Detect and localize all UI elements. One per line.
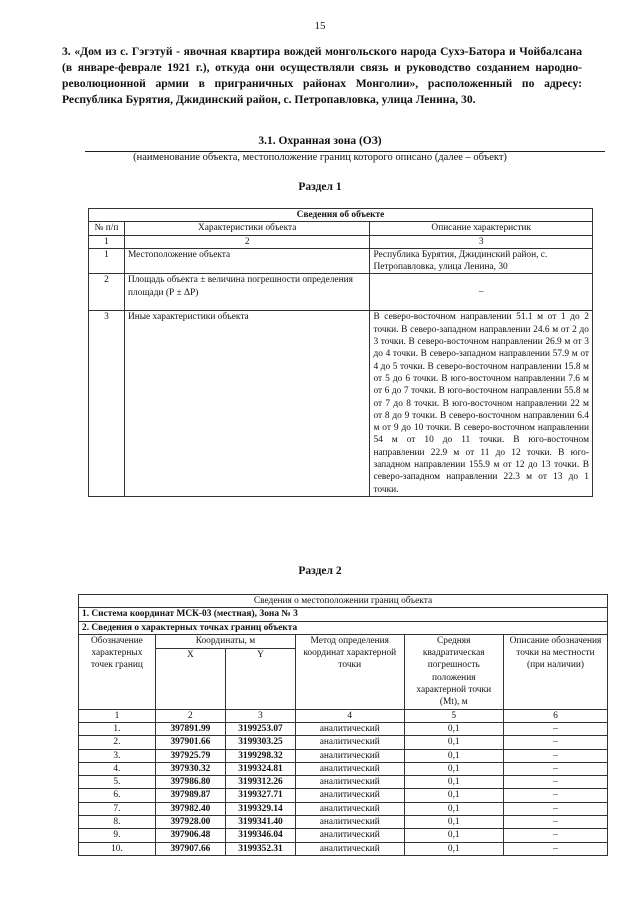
coord-x: 397986.80 [155,776,225,789]
boundary-table-title: Сведения о местоположении границ объекта [79,595,608,608]
index-cell: 1 [79,709,156,722]
error: 0,1 [404,722,503,735]
page-number: 15 [314,20,326,32]
point-number: 2. [79,736,156,749]
error: 0,1 [404,829,503,842]
header-point: Обозначение характерных точек границ [79,634,156,709]
characteristic-name: Местоположение объекта [124,248,370,274]
boundary-points-table [78,594,608,856]
table-row [89,248,593,274]
zone-subtitle: (наименование объекта, местоположение границ которого описано (далее – объект) [133,152,507,163]
table-row [79,789,608,802]
point-description: – [503,776,607,789]
coord-y: 3199303.25 [225,736,295,749]
error: 0,1 [404,749,503,762]
coord-x: 397906.48 [155,829,225,842]
point-description: – [503,749,607,762]
coord-x: 397925.79 [155,749,225,762]
table-row [79,842,608,855]
point-number: 1. [79,722,156,735]
point-description: – [503,802,607,815]
point-number: 10. [79,842,156,855]
method: аналитический [296,789,405,802]
method: аналитический [296,722,405,735]
error: 0,1 [404,736,503,749]
coord-x: 397928.00 [155,816,225,829]
table-row [79,816,608,829]
table-row [79,802,608,815]
coord-y: 3199352.31 [225,842,295,855]
point-number: 8. [79,816,156,829]
point-description: – [503,722,607,735]
method: аналитический [296,829,405,842]
characteristic-name: Площадь объекта ± величина погрешности определения площади (Р ± ΔР) [124,274,370,311]
table-row [79,829,608,842]
index-cell: 3 [225,709,295,722]
coord-y: 3199253.07 [225,722,295,735]
header-method: Метод определения координат характерной точки [296,634,405,709]
index-cell: 6 [503,709,607,722]
header-characteristic: Характеристики объекта [124,222,370,235]
characteristic-value: В северо-восточном направлении 51.1 м от 1 до 2 точки. В северо-западном направлении 24.6 м от 2 до 3 точки. В северо-восточном направлении 26.9 м от 3 до 4 точки. В северо-западном направлении 57.9 м от 4 до 5 точки. В северо-восточном направлении 15.8 м от 5 до 6 точки. В юго-восточном направлении 7.6 м от 6 до 7 точки. В юго-восточном направлении 55.8 м от 7 до 8 точки. В юго-восточном направлении 22 м от 8 до 9 точки. В северо-восточном направлении 6.4 м от 9 до 10 точки. В северо-восточном направлении 54 м от 10 до 11 точки. В юго-восточном направлении 22.9 м от 11 до 12 точки. В юго-западном направлении 155.9 м от 12 до 13 точки. В северо-западном направлении 22.3 м от 13 до 1 точки. [370,311,593,496]
header-number: № п/п [89,222,125,235]
point-description: – [503,816,607,829]
coord-x: 397982.40 [155,802,225,815]
index-cell: 2 [155,709,225,722]
coord-y: 3199327.71 [225,789,295,802]
characteristic-name: Иные характеристики объекта [124,311,370,496]
point-number: 3. [79,749,156,762]
point-number: 7. [79,802,156,815]
error: 0,1 [404,842,503,855]
error: 0,1 [404,776,503,789]
points-title: 2. Сведения о характерных точках границ объекта [79,621,608,634]
method: аналитический [296,816,405,829]
coord-y: 3199341.40 [225,816,295,829]
coord-y: 3199329.14 [225,802,295,815]
table-row [89,274,593,311]
object-heading: 3. «Дом из с. Гэгэтуй - явочная квартира вождей монгольского народа Сухэ-Батора и Чойбалсана (в январе-феврале 1921 г.), откуда они осуществляли связь и руководство созданием народно-революционной армии в приграничных районах Монголии», расположенный по адресу: Республика Бурятия, Джидинский район, с. Петропавловка, улица Ленина, 30. [62,45,582,106]
table-row [79,762,608,775]
index-cell: 2 [124,235,370,248]
characteristic-value: – [370,274,593,311]
point-description: – [503,829,607,842]
header-x: X [155,648,225,709]
header-coordinates: Координаты, м [155,634,295,648]
table-row [79,776,608,789]
coord-y: 3199346.04 [225,829,295,842]
zone-title: 3.1. Охранная зона (ОЗ) [258,135,382,147]
object-info-table-title: Сведения об объекте [89,209,593,222]
error: 0,1 [404,762,503,775]
coord-x: 397907.66 [155,842,225,855]
table-row [79,749,608,762]
coord-x: 397930.32 [155,762,225,775]
index-cell: 5 [404,709,503,722]
table-row [79,722,608,735]
object-info-table [88,208,593,497]
point-description: – [503,842,607,855]
header-y: Y [225,648,295,709]
row-number: 3 [89,311,125,496]
coord-y: 3199312.26 [225,776,295,789]
table-row [89,311,593,496]
point-number: 4. [79,762,156,775]
method: аналитический [296,749,405,762]
error: 0,1 [404,802,503,815]
point-description: – [503,762,607,775]
section-1-title: Раздел 1 [298,181,342,193]
error: 0,1 [404,789,503,802]
point-number: 9. [79,829,156,842]
row-number: 2 [89,274,125,311]
method: аналитический [296,802,405,815]
coord-x: 397901.66 [155,736,225,749]
index-cell: 1 [89,235,125,248]
header-error: Средняя квадратическая погрешность положения характерной точки (Мt), м [404,634,503,709]
section-2-title: Раздел 2 [298,565,342,577]
coord-x: 397989.87 [155,789,225,802]
coordinate-system: 1. Система координат МСК-03 (местная), Зона № 3 [79,608,608,621]
point-number: 5. [79,776,156,789]
point-description: – [503,789,607,802]
coord-y: 3199324.81 [225,762,295,775]
point-description: – [503,736,607,749]
method: аналитический [296,762,405,775]
method: аналитический [296,776,405,789]
point-number: 6. [79,789,156,802]
row-number: 1 [89,248,125,274]
index-cell: 4 [296,709,405,722]
method: аналитический [296,842,405,855]
method: аналитический [296,736,405,749]
coord-y: 3199298.32 [225,749,295,762]
points-body [79,722,608,855]
characteristic-value: Республика Бурятия, Джидинский район, с. Петропавловка, улица Ленина, 30 [370,248,593,274]
coord-x: 397891.99 [155,722,225,735]
error: 0,1 [404,816,503,829]
header-description: Описание характеристик [370,222,593,235]
table-row [79,736,608,749]
header-point-description: Описание обозначения точки на местности (при наличии) [503,634,607,709]
index-cell: 3 [370,235,593,248]
